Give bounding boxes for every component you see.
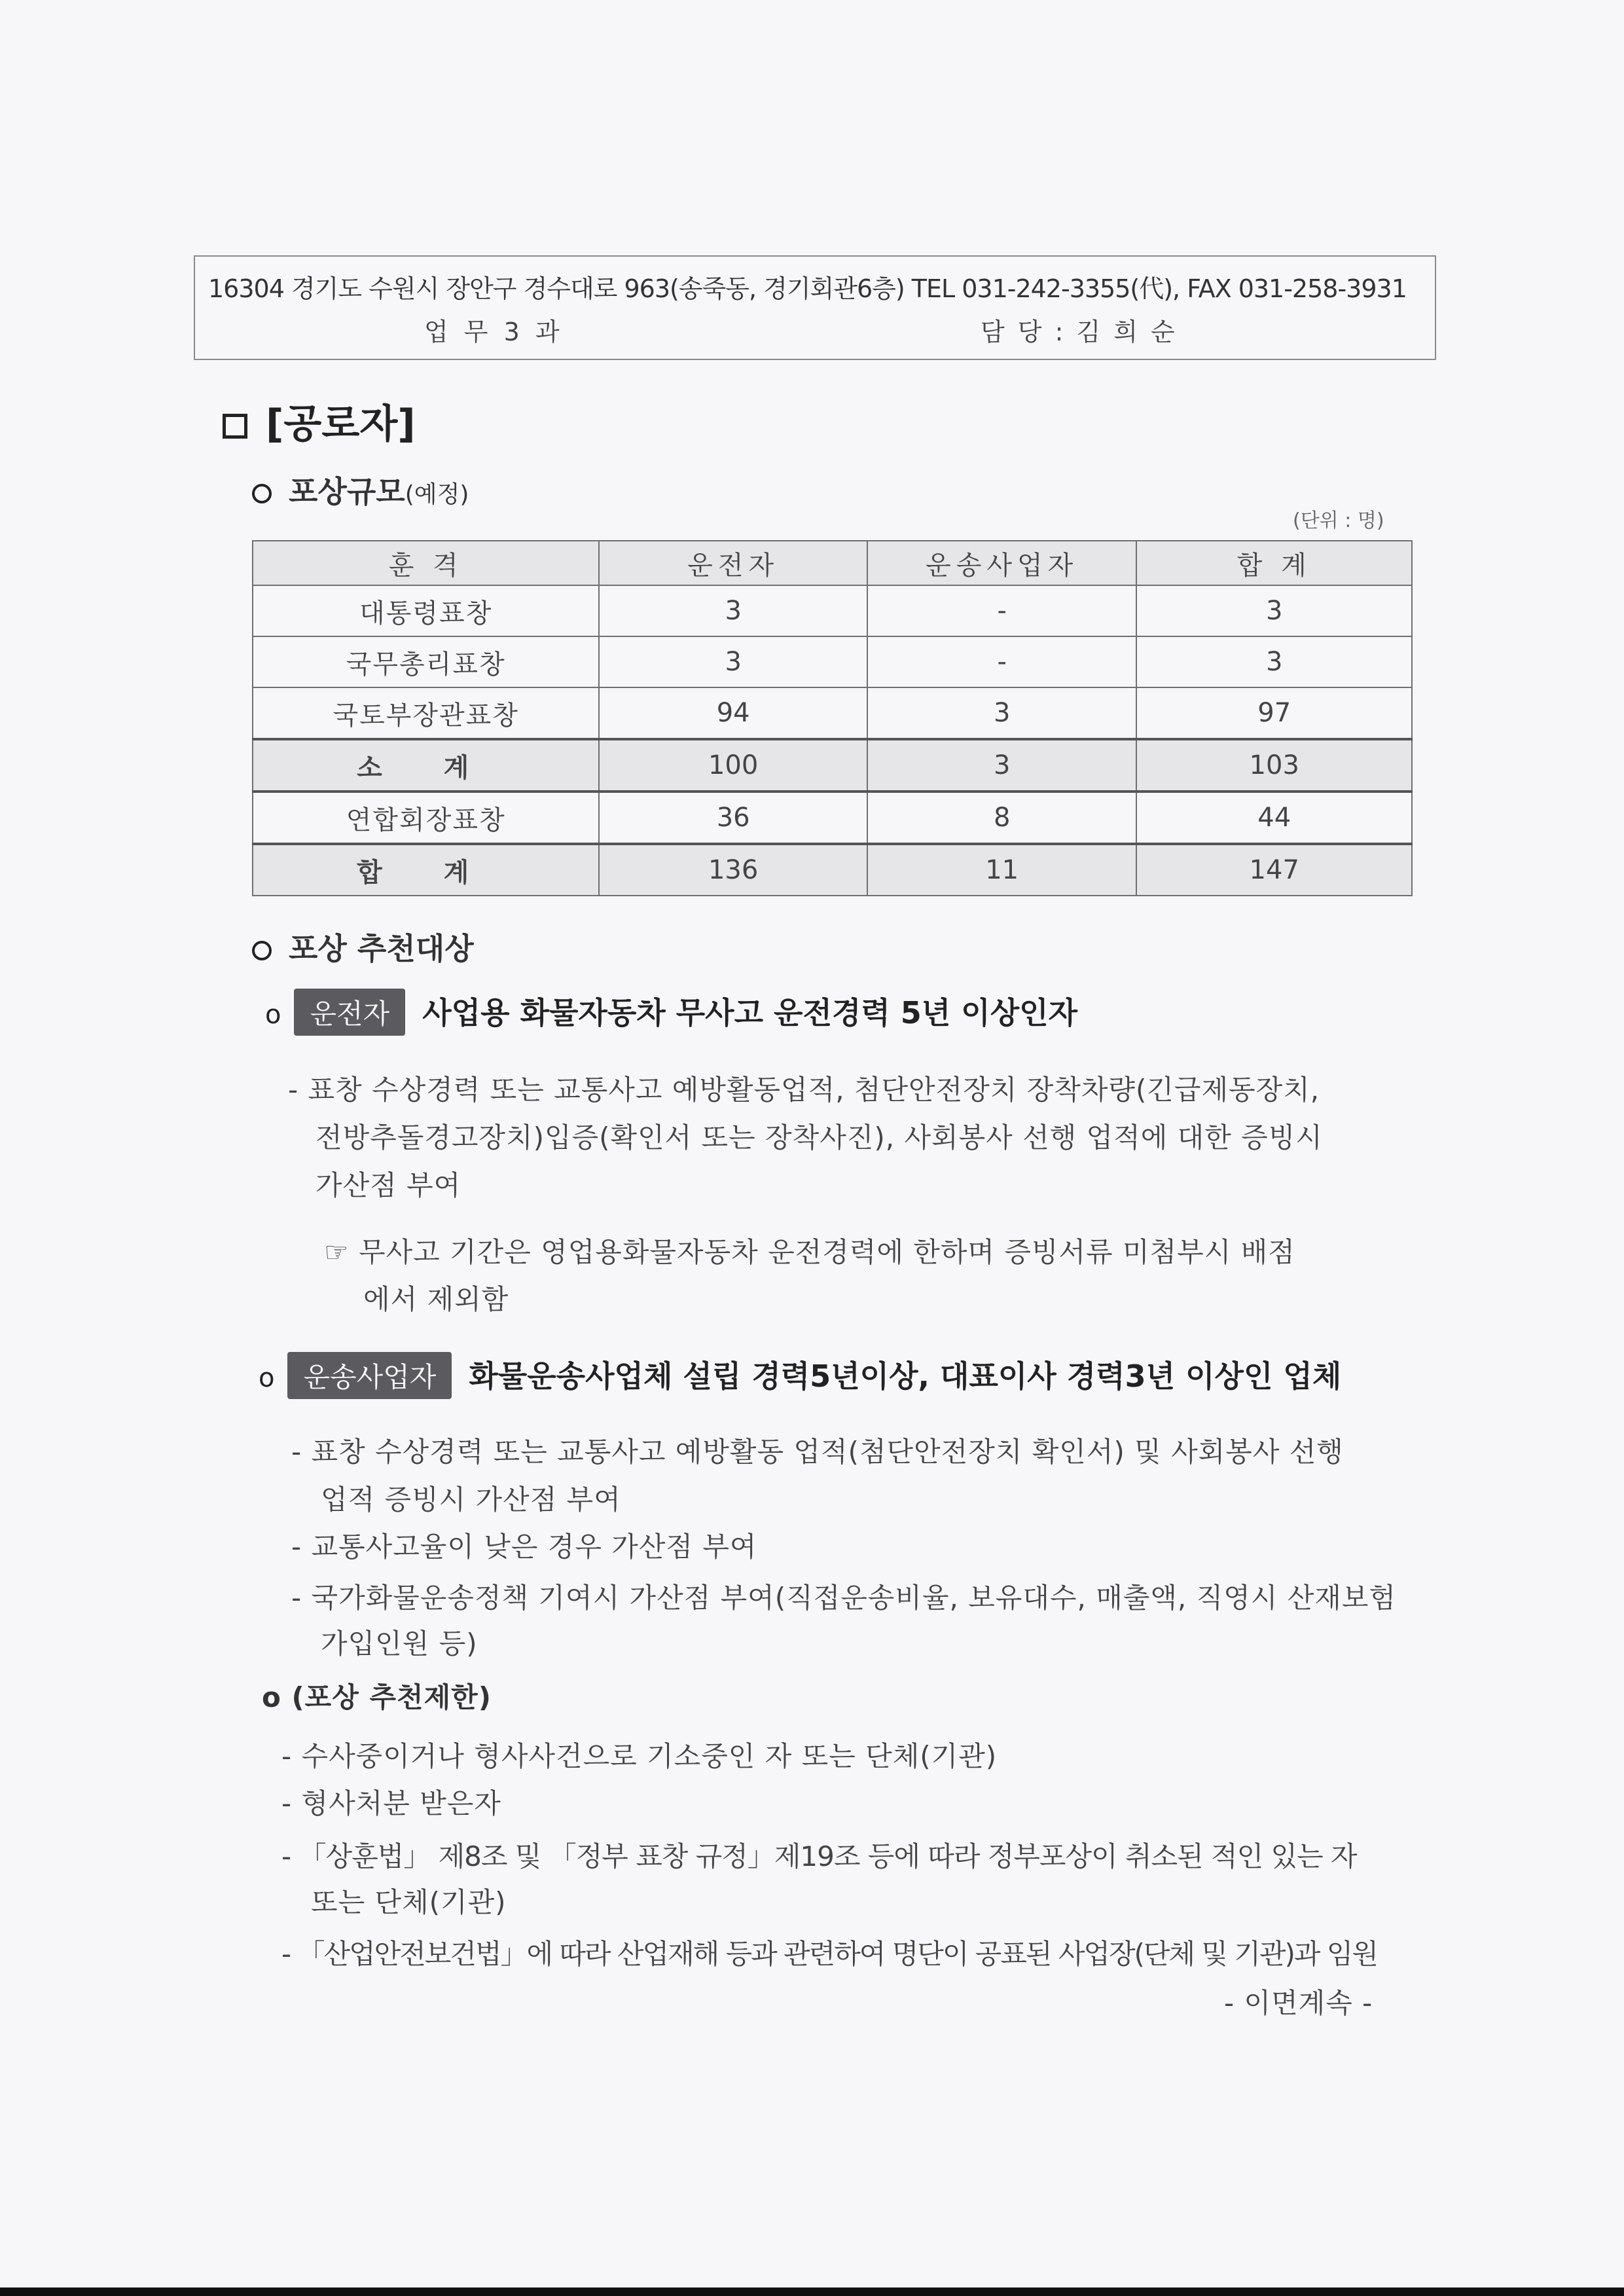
- section-title: [223, 393, 416, 449]
- table-cell: 3: [599, 636, 867, 687]
- targets-heading-text: 포상 추천대상: [289, 931, 474, 966]
- continued-label: - 이면계속 -: [1224, 1987, 1373, 2019]
- col-header: 합 계: [1136, 541, 1412, 585]
- header-dept: 업 무 3 과: [424, 318, 564, 346]
- restriction-line: - 「산업안전보건법」에 따라 산업재해 등과 관련하여 명단이 공표된 사업장(단체 및 기관)과 임원: [281, 1938, 1377, 1970]
- table-cell: -: [867, 636, 1137, 687]
- table-cell: 103: [1136, 739, 1412, 792]
- table-row: [253, 636, 1412, 687]
- table-cell: 연합회장표창: [253, 792, 599, 844]
- driver-heading: [265, 989, 1077, 1036]
- table-cell: 합 계: [253, 844, 599, 896]
- company-line: 업적 증빙시 가산점 부여: [321, 1484, 621, 1516]
- table-row: [253, 687, 1412, 739]
- table-header-row: [253, 541, 1412, 585]
- table-cell: 100: [599, 739, 867, 792]
- header-address: 16304 경기도 수원시 장안구 경수대로 963(송죽동, 경기회관6층) TEL 031-242-3355(代), FAX 031-258-3931: [208, 274, 1407, 303]
- table-cell: 11: [867, 844, 1137, 896]
- driver-note-line: 에서 제외함: [363, 1283, 509, 1315]
- table-cell: 3: [1136, 636, 1412, 687]
- table-cell: 3: [867, 687, 1137, 739]
- table-row: [253, 585, 1412, 636]
- company-title: 화물운송사업체 설립 경력5년이상, 대표이사 경력3년 이상인 업체: [469, 1358, 1342, 1394]
- company-heading: [259, 1352, 1341, 1399]
- scale-heading-text: 포상규모: [289, 474, 405, 509]
- company-line: - 국가화물운송정책 기여시 가산점 부여(직접운송비율, 보유대수, 매출액, 직영시 산재보험: [291, 1582, 1396, 1614]
- table-cell: 국무총리표창: [253, 636, 599, 687]
- driver-line: 전방추돌경고장치)입증(확인서 또는 장착사진), 사회봉사 선행 업적에 대한 증빙시: [316, 1121, 1323, 1154]
- small-bullet-icon: o: [259, 1363, 275, 1393]
- restriction-line: 또는 단체(기관): [311, 1886, 507, 1918]
- driver-line: - 표창 수상경력 또는 교통사고 예방활동업적, 첨단안전장치 장착차량(긴급제동장치,: [288, 1074, 1320, 1106]
- table-cell: 36: [599, 792, 867, 844]
- company-line: 가입인원 등): [321, 1628, 478, 1660]
- table-cell: 8: [867, 792, 1137, 844]
- company-line: - 표창 수상경력 또는 교통사고 예방활동 업적(첨단안전장치 확인서) 및 사회봉사 선행: [291, 1436, 1344, 1468]
- restrictions-heading: o (포상 추천제한): [262, 1681, 492, 1713]
- col-header: 훈 격: [253, 541, 599, 585]
- table-cell: 3: [1136, 585, 1412, 636]
- driver-tag: 운전자: [294, 989, 405, 1036]
- table-cell: 44: [1136, 792, 1412, 844]
- header-box: [194, 255, 1436, 360]
- table-cell: -: [867, 585, 1137, 636]
- scan-edge-bar: [0, 2287, 1624, 2296]
- driver-note-line: ☞ 무사고 기간은 영업용화물자동차 운전경력에 한하며 증빙서류 미첨부시 배점: [324, 1236, 1295, 1268]
- scale-heading-note: (예정): [405, 481, 469, 508]
- table-cell: 3: [599, 585, 867, 636]
- unit-label: (단위 : 명): [1293, 509, 1384, 532]
- company-line: - 교통사고율이 낮은 경우 가산점 부여: [291, 1531, 757, 1563]
- table-row-subtotal: [253, 739, 1412, 792]
- award-table: [252, 540, 1413, 896]
- table-cell: 국토부장관표창: [253, 687, 599, 739]
- table-cell: 147: [1136, 844, 1412, 896]
- restriction-line: - 형사처분 받은자: [281, 1787, 501, 1819]
- col-header: 운송사업자: [867, 541, 1137, 585]
- scale-heading: [252, 468, 469, 511]
- table-row-total: [253, 844, 1412, 896]
- table-cell: 소 계: [253, 739, 599, 792]
- table-cell: 3: [867, 739, 1137, 792]
- section-title-text: [공로자]: [266, 401, 416, 447]
- table-row: [253, 792, 1412, 844]
- table-cell: 97: [1136, 687, 1412, 739]
- checkbox-square-icon: [223, 414, 247, 439]
- restriction-line: - 「상훈법」 제8조 및 「정부 표창 규정」제19조 등에 따라 정부포상이 취소된 적인 있는 자: [281, 1840, 1357, 1872]
- restriction-line: - 수사중이거나 형사사건으로 기소중인 자 또는 단체(기관): [281, 1740, 998, 1772]
- circle-bullet-icon: [252, 941, 272, 960]
- driver-line: 가산점 부여: [316, 1169, 461, 1201]
- circle-bullet-icon: [252, 484, 272, 503]
- table-cell: 136: [599, 844, 867, 896]
- header-contact: 담 당 : 김 희 순: [981, 318, 1178, 346]
- table-cell: 대통령표창: [253, 585, 599, 636]
- targets-heading: [252, 925, 474, 968]
- table-cell: 94: [599, 687, 867, 739]
- small-bullet-icon: o: [265, 1000, 281, 1030]
- company-tag: 운송사업자: [287, 1352, 452, 1399]
- col-header: 운전자: [599, 541, 867, 585]
- driver-title: 사업용 화물자동차 무사고 운전경력 5년 이상인자: [422, 995, 1078, 1030]
